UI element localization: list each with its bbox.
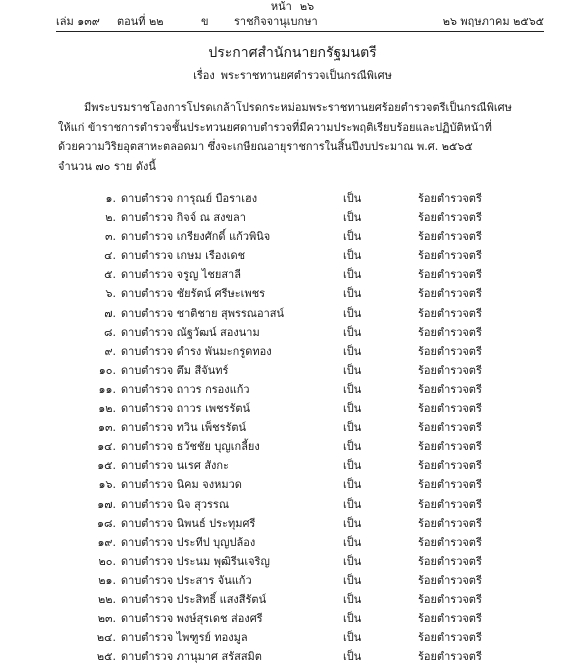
list-item xyxy=(0,342,585,361)
list-item xyxy=(0,418,585,437)
appointee-name: ดาบตำรวจ ชัยรัตน์ ศรีษะเพชร xyxy=(121,287,266,301)
appointment-connector: เป็น xyxy=(343,459,362,473)
item-number: ๖. xyxy=(105,287,116,301)
appointee-name: ดาบตำรวจ ประสิทธิ์ แสงสีรัตน์ xyxy=(121,592,267,606)
item-number: ๙. xyxy=(104,344,116,358)
appointment-connector: เป็น xyxy=(343,287,362,301)
appointee-name: ดาบตำรวจ นิพนธ์ ประทุมศรี xyxy=(121,516,256,530)
appointed-rank: ร้อยตำรวจตรี xyxy=(418,382,482,396)
appointed-rank: ร้อยตำรวจตรี xyxy=(418,535,482,549)
appointment-connector: เป็น xyxy=(343,573,362,587)
appointee-name: ดาบตำรวจ ไพฑูรย์ ทองมูล xyxy=(121,631,248,645)
list-item xyxy=(0,265,585,284)
appointee-name: ดาบตำรวจ จรูญ ไชยสาลี xyxy=(121,268,241,282)
intro-line: มีพระบรมราชโองการโปรดเกล้าโปรดกระหม่อมพระราชทานยศร้อยตำรวจตรีเป็นกรณีพิเศษ xyxy=(84,101,512,114)
intro-paragraph xyxy=(58,98,546,176)
list-item xyxy=(0,628,585,647)
item-number: ๒. xyxy=(105,211,116,225)
appointed-rank: ร้อยตำรวจตรี xyxy=(418,421,482,435)
appointment-connector: เป็น xyxy=(343,554,362,568)
appointee-name: ดาบตำรวจ ทวิน เพ็ชรรัตน์ xyxy=(121,421,247,435)
appointment-connector: เป็น xyxy=(343,592,362,606)
appointed-rank: ร้อยตำรวจตรี xyxy=(418,631,482,645)
appointed-rank: ร้อยตำรวจตรี xyxy=(418,249,482,263)
item-number: ๕. xyxy=(104,268,116,282)
list-item xyxy=(0,456,585,475)
appointed-rank: ร้อยตำรวจตรี xyxy=(418,612,482,626)
appointment-connector: เป็น xyxy=(343,382,362,396)
subject-text: พระราชทานยศตำรวจเป็นกรณีพิเศษ xyxy=(220,69,392,82)
item-number: ๑๒. xyxy=(98,402,116,416)
list-item xyxy=(0,590,585,609)
appointee-name: ดาบตำรวจ เกษม เรืองเดช xyxy=(121,249,246,263)
appointed-rank: ร้อยตำรวจตรี xyxy=(418,363,482,377)
intro-line: จำนวน ๗๐ ราย ดังนี้ xyxy=(58,159,156,173)
item-number: ๓. xyxy=(104,230,116,244)
list-item xyxy=(0,475,585,494)
list-item xyxy=(0,227,585,246)
appointment-connector: เป็น xyxy=(343,211,362,225)
appointment-connector: เป็น xyxy=(343,344,362,358)
appointee-name: ดาบตำรวจ การุณย์ บือราเฮง xyxy=(121,192,258,205)
appointee-name: ดาบตำรวจ ณัฐวัฒน์ สองนาม xyxy=(121,325,260,339)
appointee-list xyxy=(0,189,585,666)
appointment-connector: เป็น xyxy=(343,631,362,645)
item-number: ๑๓. xyxy=(98,421,116,435)
list-item xyxy=(0,189,585,208)
item-number: ๑๙. xyxy=(97,535,116,549)
appointment-connector: เป็น xyxy=(343,325,362,339)
item-number: ๒๓. xyxy=(97,612,116,626)
appointed-rank: ร้อยตำรวจตรี xyxy=(418,573,482,587)
appointee-name: ดาบตำรวจ ประทีป บุญปล้อง xyxy=(121,535,256,549)
appointed-rank: ร้อยตำรวจตรี xyxy=(418,268,482,282)
volume-label: เล่ม ๑๓๙ xyxy=(56,15,100,28)
header-divider xyxy=(56,31,544,32)
item-number: ๑๘. xyxy=(97,516,116,530)
appointment-connector: เป็น xyxy=(343,440,362,454)
appointed-rank: ร้อยตำรวจตรี xyxy=(418,497,482,511)
list-item xyxy=(0,609,585,628)
item-number: ๑๑. xyxy=(98,382,116,396)
intro-line: ให้แก่ ข้าราชการตำรวจชั้นประทวนยศดาบตำรวจที่มีความประพฤติเรียบร้อยและปฏิบัติหน้าที่ xyxy=(58,120,492,134)
item-number: ๗. xyxy=(104,306,116,320)
appointed-rank: ร้อยตำรวจตรี xyxy=(418,287,482,301)
list-item xyxy=(0,361,585,380)
appointment-connector: เป็น xyxy=(343,421,362,435)
item-number: ๒๔. xyxy=(96,631,116,645)
gazette-header xyxy=(56,14,544,30)
item-number: ๒๑. xyxy=(98,573,116,587)
appointee-name: ดาบตำรวจ ตึม สีจันทร์ xyxy=(121,363,229,377)
appointee-name: ดาบตำรวจ ถาวร เพชรรัตน์ xyxy=(121,402,251,416)
item-number: ๒๐. xyxy=(98,554,116,568)
appointed-rank: ร้อยตำรวจตรี xyxy=(418,325,482,339)
appointed-rank: ร้อยตำรวจตรี xyxy=(418,650,482,664)
appointee-name: ดาบตำรวจ ธวัชชัย บุญเกลี้ยง xyxy=(121,440,260,454)
appointment-connector: เป็น xyxy=(343,612,362,626)
subject-label: เรื่อง xyxy=(193,69,215,82)
list-item xyxy=(0,533,585,552)
list-item xyxy=(0,552,585,571)
page-number xyxy=(0,0,585,14)
list-item xyxy=(0,323,585,342)
appointment-connector: เป็น xyxy=(343,230,362,244)
appointed-rank: ร้อยตำรวจตรี xyxy=(418,230,482,244)
item-number: ๒๒. xyxy=(98,592,116,606)
appointment-connector: เป็น xyxy=(343,497,362,511)
list-item xyxy=(0,514,585,533)
appointee-name: ดาบตำรวจ นิจ สุวรรณ xyxy=(121,497,230,511)
list-item xyxy=(0,495,585,514)
publication-date: ๒๖ พฤษภาคม ๒๕๖๕ xyxy=(442,15,544,28)
appointed-rank: ร้อยตำรวจตรี xyxy=(418,211,482,225)
section-label: ข xyxy=(201,15,209,28)
appointment-connector: เป็น xyxy=(343,268,362,282)
appointment-connector: เป็น xyxy=(343,516,362,530)
part-label: ตอนที่ ๒๒ xyxy=(117,15,164,28)
appointee-name: ดาบตำรวจ กิจจ์ ณ สงขลา xyxy=(121,211,246,225)
appointed-rank: ร้อยตำรวจตรี xyxy=(418,440,482,454)
page-number-value: ๒๖ xyxy=(299,0,315,13)
announcement-title: ประกาศสำนักนายกรัฐมนตรี xyxy=(208,45,377,61)
item-number: ๒๕. xyxy=(96,650,116,664)
appointment-connector: เป็น xyxy=(343,192,362,205)
appointed-rank: ร้อยตำรวจตรี xyxy=(418,402,482,416)
gazette-name: ราชกิจจานุเบกษา xyxy=(234,15,318,28)
appointee-name: ดาบตำรวจ ภานุมาศ สรัสสมิต xyxy=(121,650,262,664)
item-number: ๑๔. xyxy=(97,440,116,454)
appointee-name: ดาบตำรวจ ชาติชาย สุพรรณอาสน์ xyxy=(121,306,285,320)
appointment-connector: เป็น xyxy=(343,249,362,263)
list-item xyxy=(0,284,585,303)
list-item xyxy=(0,437,585,456)
appointed-rank: ร้อยตำรวจตรี xyxy=(418,478,482,492)
item-number: ๑. xyxy=(105,192,116,205)
announcement-subject xyxy=(0,68,585,84)
appointed-rank: ร้อยตำรวจตรี xyxy=(418,516,482,530)
appointed-rank: ร้อยตำรวจตรี xyxy=(418,592,482,606)
list-item xyxy=(0,399,585,418)
appointment-connector: เป็น xyxy=(343,650,362,664)
appointment-connector: เป็น xyxy=(343,306,362,320)
appointee-name: ดาบตำรวจ เกรียงศักดิ์ แก้วพินิจ xyxy=(121,230,271,244)
list-item xyxy=(0,380,585,399)
item-number: ๑๕. xyxy=(97,459,116,473)
appointment-connector: เป็น xyxy=(343,402,362,416)
appointed-rank: ร้อยตำรวจตรี xyxy=(418,554,482,568)
appointed-rank: ร้อยตำรวจตรี xyxy=(418,344,482,358)
item-number: ๔. xyxy=(104,249,116,263)
item-number: ๑๗. xyxy=(97,497,116,511)
item-number: ๑๖. xyxy=(98,478,116,492)
appointee-name: ดาบตำรวจ พงษ์สุรเดช ส่องศรี xyxy=(121,612,263,626)
list-item xyxy=(0,571,585,590)
appointee-name: ดาบตำรวจ ดำรง พันมะกรูดทอง xyxy=(121,344,272,358)
list-item xyxy=(0,647,585,666)
appointee-name: ดาบตำรวจ นเรศ สังกะ xyxy=(121,459,229,473)
page-number-label: หน้า xyxy=(270,0,292,13)
appointed-rank: ร้อยตำรวจตรี xyxy=(418,192,482,205)
appointee-name: ดาบตำรวจ ประสาร จันแก้ว xyxy=(121,573,252,587)
appointee-name: ดาบตำรวจ ประนม พุฒิรีนเจริญ xyxy=(121,554,270,568)
item-number: ๘. xyxy=(104,325,116,339)
list-item xyxy=(0,246,585,265)
list-item xyxy=(0,208,585,227)
list-item xyxy=(0,304,585,323)
item-number: ๑๐. xyxy=(98,363,116,377)
appointee-name: ดาบตำรวจ นิคม จงหมวด xyxy=(121,478,242,492)
appointment-connector: เป็น xyxy=(343,535,362,549)
appointee-name: ดาบตำรวจ ถาวร กรองแก้ว xyxy=(121,382,250,396)
appointed-rank: ร้อยตำรวจตรี xyxy=(418,459,482,473)
appointment-connector: เป็น xyxy=(343,478,362,492)
intro-line: ด้วยความวิริยอุตสาหะตลอดมา ซึ่งจะเกษียณอายุราชการในสิ้นปีงบประมาณ พ.ศ. ๒๕๖๕ xyxy=(58,140,473,153)
appointment-connector: เป็น xyxy=(343,363,362,377)
appointed-rank: ร้อยตำรวจตรี xyxy=(418,306,482,320)
